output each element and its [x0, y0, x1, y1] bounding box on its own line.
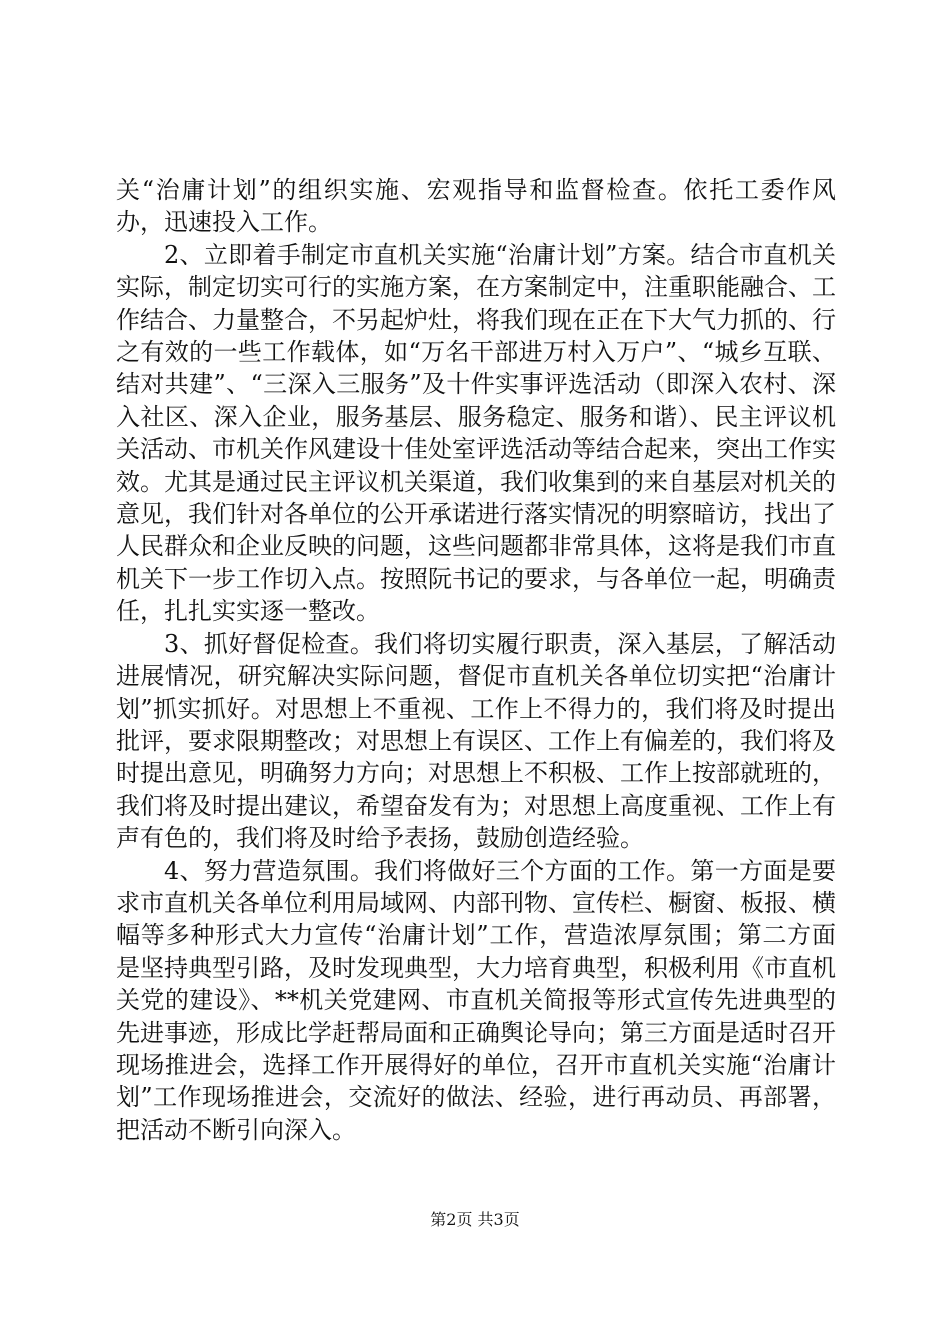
- paragraph-continuation: 关“治庸计划”的组织实施、宏观指导和监督检查。依托工委作风办，迅速投入工作。: [116, 176, 836, 237]
- paragraph-item-4: 4、努力营造氛围。我们将做好三个方面的工作。第一方面是要求市直机关各单位利用局域网、内部刊物、宣传栏、橱窗、板报、横幅等多种形式大力宣传“治庸计划”工作，营造浓厚氛围；第二方面是坚持典型引路，及时发现典型，大力培育典型，积极利用《市直机关党的建设》、**机关党建网、市直机关简报等形式宣传先进典型的先进事迹，形成比学赶帮局面和正确舆论导向；第三方面是适时召开现场推进会，选择工作开展得好的单位，召开市直机关实施“治庸计划”工作现场推进会，交流好的做法、经验，进行再动员、再部署，把活动不断引向深入。: [116, 856, 836, 1144]
- page-number-footer: 第2页 共3页: [430, 1210, 520, 1229]
- paragraph-item-3: 3、抓好督促检查。我们将切实履行职责，深入基层，了解活动进展情况，研究解决实际问题，督促市直机关各单位切实把“治庸计划”抓实抓好。对思想上不重视、工作上不得力的，我们将及时提出批评，要求限期整改；对思想上有误区、工作上有偏差的，我们将及时提出意见，明确努力方向；对思想上不积极、工作上按部就班的，我们将及时提出建议，希望奋发有为；对思想上高度重视、工作上有声有色的，我们将及时给予表扬，鼓励创造经验。: [116, 629, 836, 853]
- document-body: [116, 174, 836, 1146]
- paragraph-item-2: 2、立即着手制定市直机关实施“治庸计划”方案。结合市直机关实际，制定切实可行的实施方案，在方案制定中，注重职能融合、工作结合、力量整合，不另起炉灶，将我们现在正在下大气力抓的、行之有效的一些工作载体，如“万名干部进万村入万户”、“城乡互联、结对共建”、“三深入三服务”及十件实事评选活动（即深入农村、深入社区、深入企业，服务基层、服务稳定、服务和谐）、民主评议机关活动、市机关作风建设十佳处室评选活动等结合起来，突出工作实效。尤其是通过民主评议机关渠道，我们收集到的来自基层对机关的意见，我们针对各单位的公开承诺进行落实情况的明察暗访，找出了人民群众和企业反映的问题，这些问题都非常具体，这将是我们市直机关下一步工作切入点。按照阮书记的要求，与各单位一起，明确责任，扎扎实实逐一整改。: [116, 240, 836, 626]
